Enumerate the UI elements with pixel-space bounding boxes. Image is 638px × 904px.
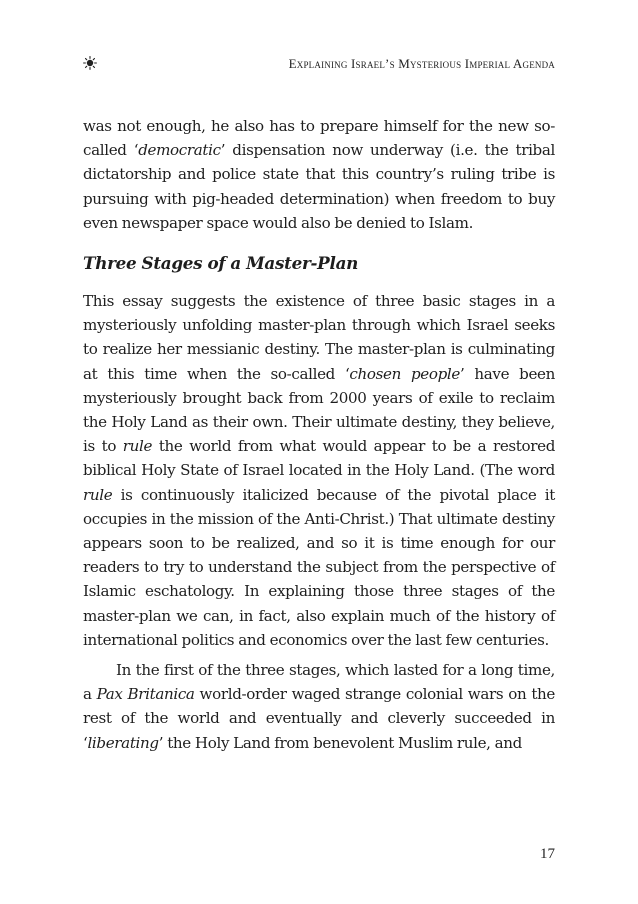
body-paragraph: This essay suggests the existence of three basic stages in a mysteriously unfolding master-plan through which Israel seeks to realize her messianic destiny. The master-plan is culminating at this time when the so-called ‘chosen people’ have been mysteriously brought back from 2000 years of exile to reclaim the Holy Land as their own. Their ultimate destiny, they believe, is to rule the world from what would appear to be a restored biblical Holy State of Israel located in the Holy Land. (The word rule is continuously italicized because of the pivotal place it occupies in the mission of the Anti-Christ.) That ultimate destiny appears soon to be realized, and so it is time enough for our readers to try to understand the subject from the perspective of Islamic eschatology. In explaining those three stages of the master-plan we can, in fact, also explain much of the history of international politics and economics over the last few centuries. [83,292,556,649]
italic-run: rule [83,485,113,504]
italic-run: rule [122,437,153,456]
running-header [83,56,555,78]
sun-ornament-icon [83,56,97,70]
italic-run: liberating [87,733,159,752]
italic-run: Pax Britanica [96,685,195,704]
section-heading: Three Stages of a Master-Plan [83,253,359,274]
page-number: 17 [540,846,555,862]
italic-run: democratic [138,141,221,160]
italic-run: chosen people [349,364,460,383]
body-paragraph: In the first of the three stages, which lasted for a long time, a Pax Britanica world-order waged strange colonial wars on the rest of the world and eventually and cleverly succeeded in ‘liberating’ the Holy Land from benevolent Muslim rule, and [83,661,555,752]
body-paragraph: was not enough, he also has to prepare himself for the new so-called ‘democratic’ dispensation now underway (i.e. the tribal dictatorship and police state that this country’s ruling tribe is pursuing with pig-headed determination) when freedom to buy even newspaper space would also be denied to Islam. [83,117,555,232]
running-header-title: Explaining Israel’s Mysterious Imperial Agenda [288,56,555,71]
page-body [83,114,555,755]
